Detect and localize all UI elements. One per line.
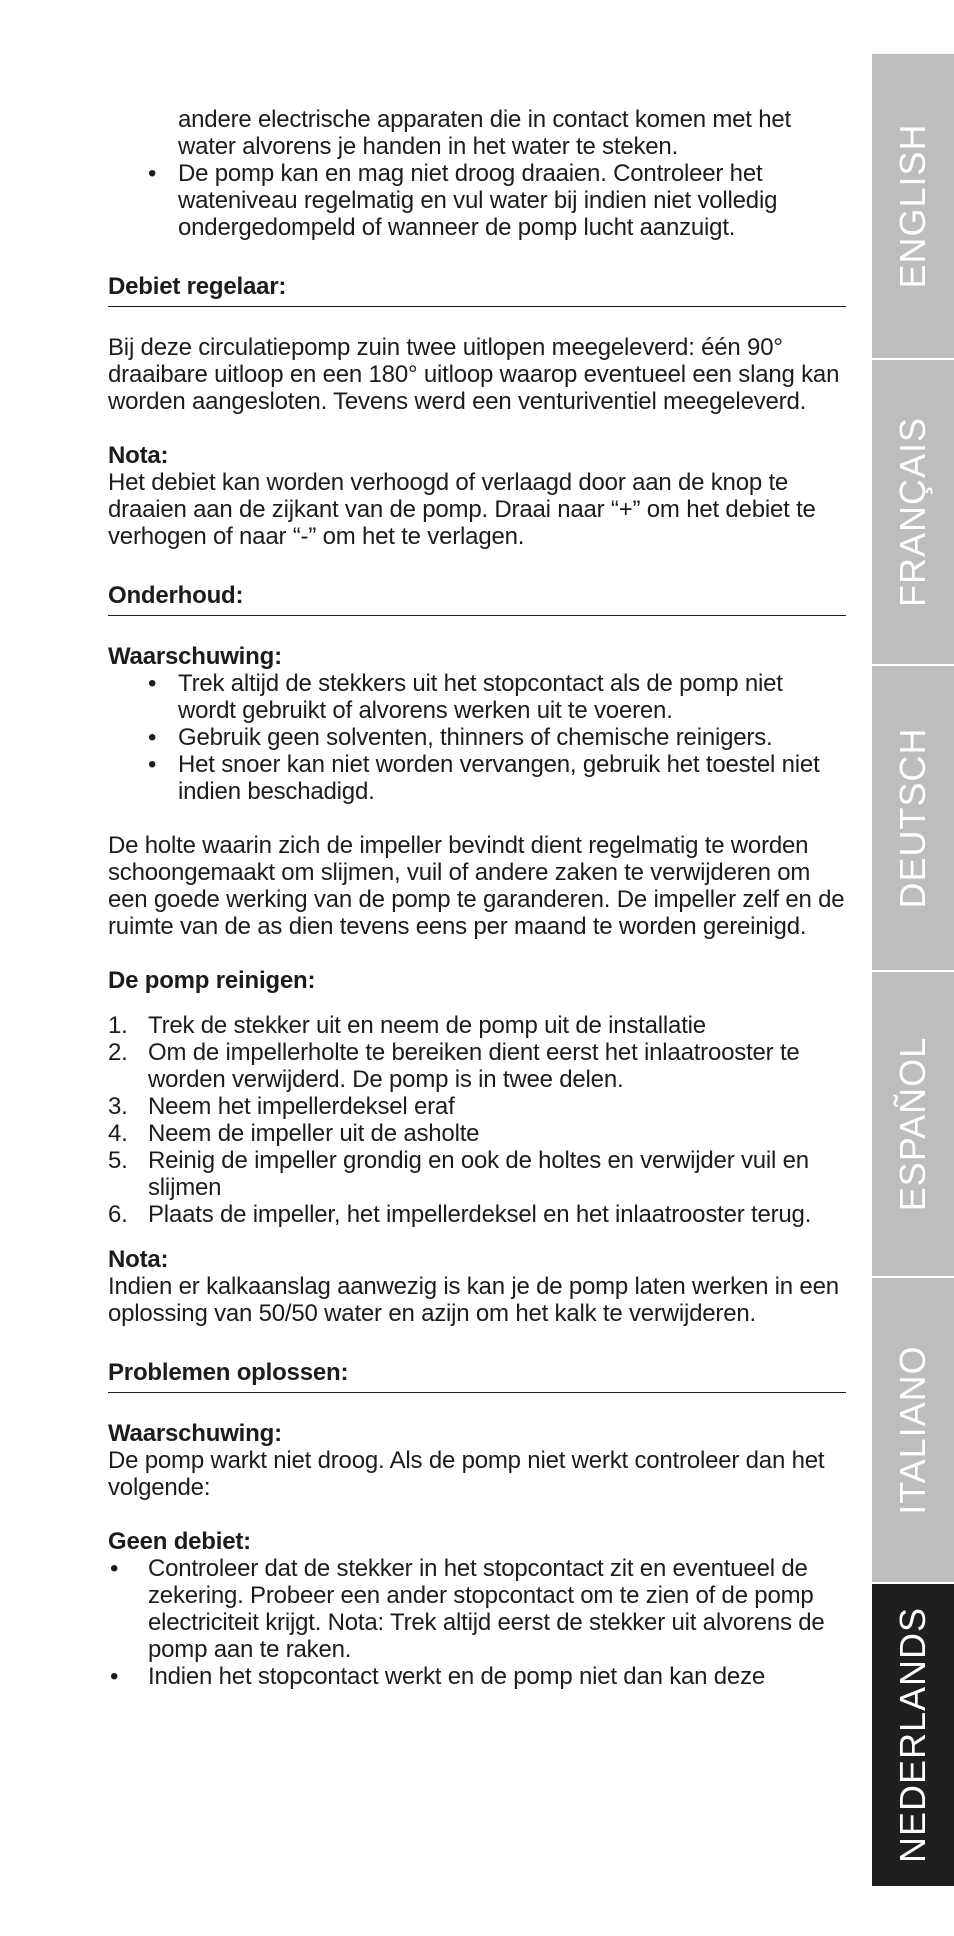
tab-english[interactable] [872,54,954,358]
section-heading-debiet: Debiet regelaar: [108,273,846,307]
list-item-text: Controleer dat de stekker in het stopcontact zit en eventueel de zekering. Probeer een ander stopcontact om te zien of de pomp electriciteit krijgt. Nota: Trek altijd eerst de stekker uit alvorens de pomp aan te raken. [148,1555,825,1663]
manual-page-content [108,106,846,1690]
tab-label: DEUTSCH [892,727,933,909]
tab-label: ENGLISH [892,123,933,289]
list-item [108,751,846,805]
step-number: 4. [108,1120,128,1147]
list-item [108,160,846,241]
step-text: Neem de impeller uit de asholte [148,1120,480,1147]
tab-deutsch[interactable] [872,666,954,970]
section-heading-problemen: Problemen oplossen: [108,1359,846,1393]
list-item [108,670,846,724]
step-text: Om de impellerholte te bereiken dient eerst het inlaatrooster te worden verwijderd. De pomp is in twee delen. [148,1039,800,1093]
bullet-icon: • [148,724,157,751]
onderhoud-paragraph: De holte waarin zich de impeller bevindt dient regelmatig te worden schoongemaakt om slijmen, vuil of andere zaken te verwijderen om een goede werking van de pomp te garanderen. De impeller zelf en de ruimte van de as dien tevens eens per maand te worden gereinigd. [108,832,845,940]
reinigen-nota-text: Indien er kalkaanslag aanwezig is kan je de pomp laten werken in een oplossing van 50/50 water en azijn om het kalk te verwijderen. [108,1273,839,1327]
step-text: Trek de stekker uit en neem de pomp uit de installatie [148,1012,706,1039]
tab-nederlands[interactable] [872,1584,954,1886]
list-item-text: Het snoer kan niet worden vervangen, gebruik het toestel niet indien beschadigd. [178,751,820,805]
tab-label: ESPAÑOL [892,1036,933,1212]
section-heading-onderhoud: Onderhoud: [108,582,846,616]
tab-espanol[interactable] [872,972,954,1276]
step-number: 6. [108,1201,128,1228]
bullet-icon: • [148,670,157,697]
step-number: 5. [108,1147,128,1174]
list-item-text: Gebruik geen solventen, thinners of chemische reinigers. [178,724,773,751]
reinigen-steps-list [108,1012,846,1228]
list-item-text: De pomp kan en mag niet droog draaien. Controleer het wateniveau regelmatig en vul water bij indien niet volledig ondergedompeld of wanneer de pomp lucht aanzuigt. [178,160,778,241]
list-item [108,1039,846,1093]
tab-italiano[interactable] [872,1278,954,1582]
list-item [108,1201,846,1228]
bullet-icon: • [148,751,157,778]
reinigen-heading: De pomp reinigen: [108,967,316,994]
list-item [108,724,846,751]
list-item [108,1663,846,1690]
step-number: 2. [108,1039,128,1066]
language-tabs [872,54,954,1886]
step-text: Plaats de impeller, het impellerdeksel en het inlaatrooster terug. [148,1201,812,1228]
debiet-nota-text: Het debiet kan worden verhoogd of verlaagd door aan de knop te draaien aan de zijkant van de pomp. Draai naar “+” om het debiet te verhogen of naar “-” om het te verlagen. [108,469,816,550]
problemen-warning-label: Waarschuwing: [108,1420,282,1447]
onderhoud-warning-label: Waarschuwing: [108,643,282,670]
geen-debiet-label: Geen debiet: [108,1528,251,1555]
geen-debiet-list [108,1555,846,1690]
bullet-icon: • [148,160,157,187]
problemen-warning-text: De pomp warkt niet droog. Als de pomp niet werkt controleer dan het volgende: [108,1447,825,1501]
list-item [108,1093,846,1120]
tab-francais[interactable] [872,360,954,664]
step-number: 1. [108,1012,128,1039]
bullet-icon: • [110,1555,119,1582]
onderhoud-warning-list [108,670,846,805]
debiet-paragraph: Bij deze circulatiepomp zuin twee uitlopen meegeleverd: één 90° draaibare uitloop en een 180° uitloop waarop eventueel een slang kan worden aangesloten. Tevens werd een venturiventiel meegeleverd. [108,334,840,415]
list-item [108,1555,846,1663]
list-item-text: Indien het stopcontact werkt en de pomp niet dan kan deze [148,1663,766,1690]
list-item [108,1012,846,1039]
step-number: 3. [108,1093,128,1120]
reinigen-nota-label: Nota: [108,1246,169,1273]
bullet-icon: • [110,1663,119,1690]
list-item [108,1120,846,1147]
tab-label: FRANÇAIS [892,416,933,608]
debiet-nota-label: Nota: [108,442,169,469]
intro-bullet-list [108,160,846,241]
list-item [108,1147,846,1201]
continued-bullet-text: andere electrische apparaten die in contact komen met het water alvorens je handen in het water te steken. [178,106,791,160]
step-text: Neem het impellerdeksel eraf [148,1093,455,1120]
tab-label: ITALIANO [892,1345,933,1515]
step-text: Reinig de impeller grondig en ook de holtes en verwijder vuil en slijmen [148,1147,809,1201]
tab-label: NEDERLANDS [892,1606,933,1864]
list-item-text: Trek altijd de stekkers uit het stopcontact als de pomp niet wordt gebruikt of alvorens werken uit te voeren. [178,670,783,724]
